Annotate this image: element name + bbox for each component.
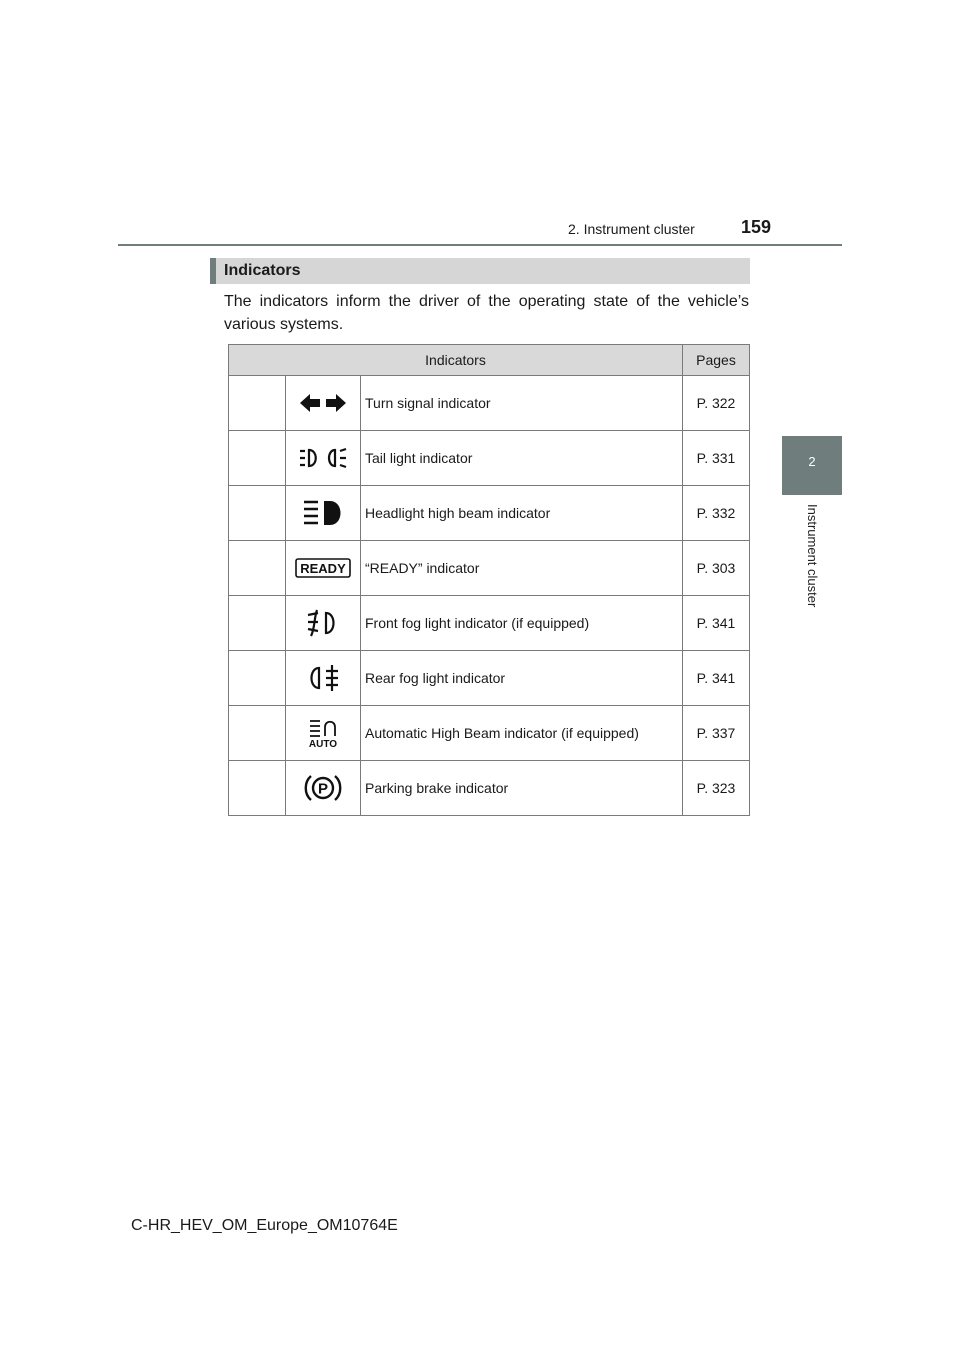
indicator-label: Rear fog light indicator [361, 651, 683, 706]
indicator-label: Parking brake indicator [361, 761, 683, 816]
icon-cell [286, 706, 361, 761]
page-reference-link[interactable]: P. 322 [683, 376, 750, 431]
page-reference-link[interactable]: P. 332 [683, 486, 750, 541]
indicator-label: Front fog light indicator (if equipped) [361, 596, 683, 651]
tail-light-icon [298, 446, 348, 470]
icon-cell [286, 541, 361, 596]
icon-cell [286, 486, 361, 541]
blank-cell [229, 706, 286, 761]
column-header-indicators: Indicators [229, 345, 683, 376]
section-heading-accent [210, 258, 216, 284]
turn-signal-arrows-icon [298, 391, 348, 415]
parking-brake-icon [303, 773, 343, 803]
ready-icon [295, 558, 351, 578]
chapter-label: Instrument cluster [805, 504, 820, 608]
icon-cell [286, 376, 361, 431]
indicators-table [228, 344, 750, 816]
indicator-label: Turn signal indicator [361, 376, 683, 431]
icon-cell [286, 596, 361, 651]
blank-cell [229, 431, 286, 486]
blank-cell [229, 486, 286, 541]
table-row [229, 376, 750, 431]
page-reference-link[interactable]: P. 341 [683, 596, 750, 651]
page-reference-link[interactable]: P. 341 [683, 651, 750, 706]
table-row [229, 486, 750, 541]
indicator-label: “READY” indicator [361, 541, 683, 596]
chapter-number: 2 [808, 454, 816, 469]
column-header-pages: Pages [683, 345, 750, 376]
icon-cell [286, 651, 361, 706]
blank-cell [229, 761, 286, 816]
table-row [229, 651, 750, 706]
table-row [229, 761, 750, 816]
high-beam-icon [300, 499, 346, 527]
table-row [229, 541, 750, 596]
indicator-label: Tail light indicator [361, 431, 683, 486]
svg-text:P: P [317, 780, 329, 798]
rear-fog-light-icon [306, 664, 340, 692]
table-row [229, 431, 750, 486]
svg-text:READY: READY [300, 561, 346, 576]
document-code: C-HR_HEV_OM_Europe_OM10764E [131, 1217, 398, 1234]
indicator-label: Automatic High Beam indicator (if equipped) [361, 706, 683, 761]
intro-paragraph: The indicators inform the driver of the operating state of the vehicle’s various systems. [224, 293, 749, 333]
svg-text:AUTO: AUTO [308, 739, 338, 748]
front-fog-light-icon [306, 609, 340, 637]
blank-cell [229, 651, 286, 706]
auto-high-beam-icon [303, 718, 343, 748]
icon-cell [286, 431, 361, 486]
page-reference-link[interactable]: P. 323 [683, 761, 750, 816]
page-reference-link[interactable]: P. 331 [683, 431, 750, 486]
page-reference-link[interactable]: P. 303 [683, 541, 750, 596]
table-header-row [229, 345, 750, 376]
chapter-tab[interactable] [782, 436, 842, 495]
section-title: Indicators [224, 262, 301, 279]
blank-cell [229, 541, 286, 596]
table-row [229, 706, 750, 761]
icon-cell [286, 761, 361, 816]
page-reference-link[interactable]: P. 337 [683, 706, 750, 761]
table-row [229, 596, 750, 651]
section-heading-bar [210, 258, 750, 284]
indicator-label: Headlight high beam indicator [361, 486, 683, 541]
header-divider [118, 244, 842, 246]
header-section-title: 2. Instrument cluster [568, 221, 695, 237]
blank-cell [229, 376, 286, 431]
blank-cell [229, 596, 286, 651]
page-number: 159 [741, 217, 772, 237]
